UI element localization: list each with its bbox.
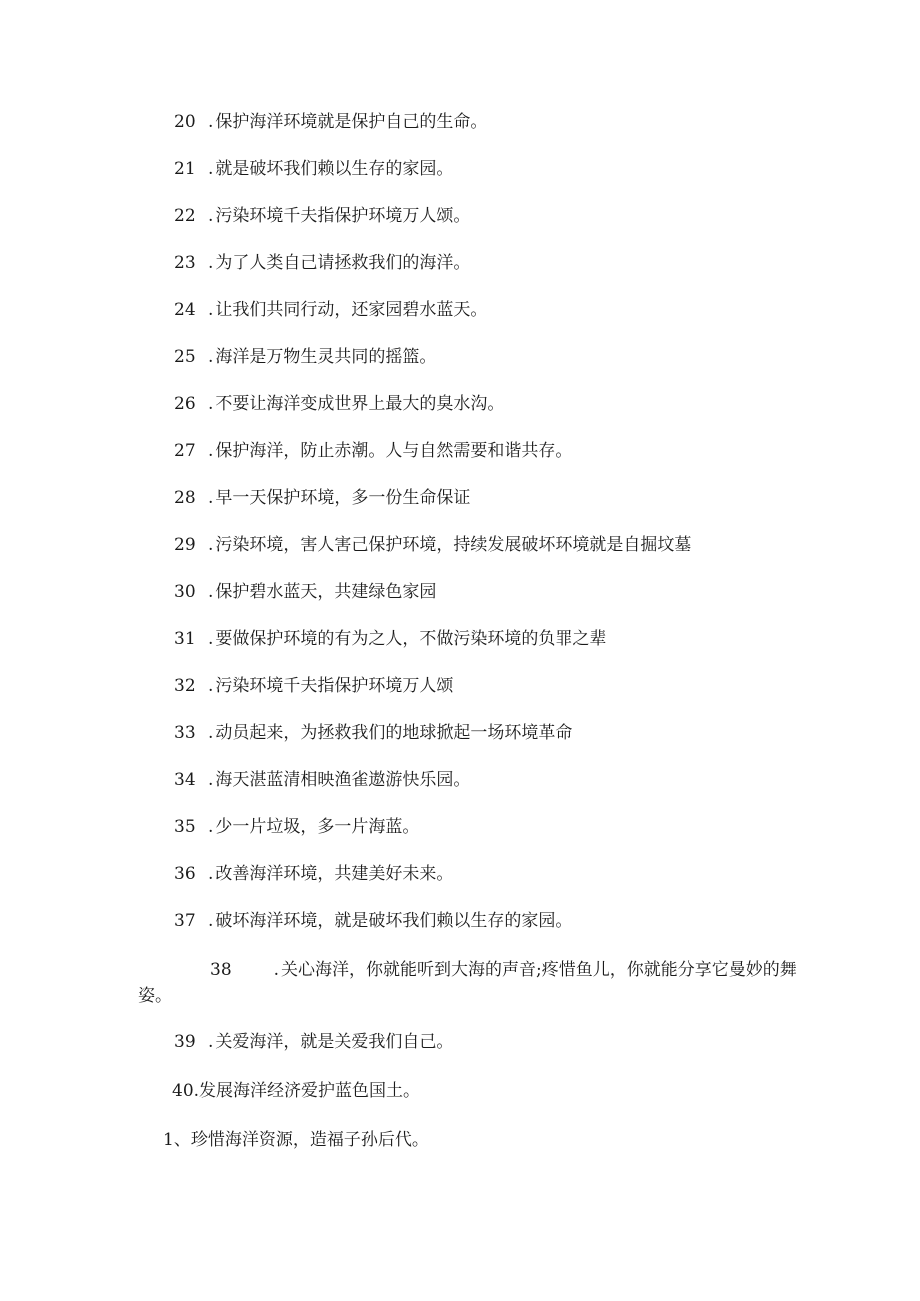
list-item: [174, 391, 794, 417]
item-text: 保护海洋环境就是保护自己的生命。: [215, 112, 488, 132]
item-dot: .: [208, 300, 214, 320]
item-text: 污染环境千夫指保护环境万人颂。: [215, 206, 471, 226]
list-item: [174, 767, 794, 793]
list-item: [174, 814, 794, 840]
item-text: 改善海洋环境，共建美好未来。: [215, 864, 454, 884]
item-text: 保护碧水蓝天，共建绿色家园: [215, 582, 437, 602]
item-dot: .: [208, 535, 214, 555]
item-text: 就是破坏我们赖以生存的家园。: [215, 159, 454, 179]
item-number: 23: [174, 253, 196, 273]
item-dot: .: [273, 960, 280, 980]
item-dot: .: [208, 394, 214, 414]
item-text: 破坏海洋环境，就是破坏我们赖以生存的家园。: [215, 911, 573, 931]
item-text: 海天湛蓝清相映渔雀遨游快乐园。: [215, 770, 471, 790]
list-item: [174, 203, 794, 229]
list-item: [174, 532, 794, 558]
item-dot: .: [208, 441, 214, 461]
list-item: [138, 957, 798, 1009]
item-number: 25: [174, 347, 196, 367]
item-dot: .: [208, 723, 214, 743]
item-text: 不要让海洋变成世界上最大的臭水沟。: [215, 394, 505, 414]
list-item: [174, 156, 794, 182]
item-number: 26: [174, 394, 196, 414]
list-item: [174, 720, 794, 746]
item-dot: .: [208, 488, 214, 508]
item-text: 污染环境，害人害己保护环境，持续发展破坏环境就是自掘坟墓: [215, 535, 692, 555]
item-dot: .: [208, 676, 214, 696]
item-dot: .: [208, 817, 214, 837]
item-dot: .: [208, 347, 214, 367]
list-item: [174, 250, 794, 276]
item-text: 动员起来，为拯救我们的地球掀起一场环境革命: [215, 723, 573, 743]
list-item: [174, 908, 794, 934]
list-item: [174, 579, 794, 605]
item-text: 保护海洋，防止赤潮。人与自然需要和谐共存。: [215, 441, 573, 461]
item-number: 21: [174, 159, 196, 179]
item-text: 让我们共同行动，还家园碧水蓝天。: [215, 300, 488, 320]
item-dot: .: [208, 770, 214, 790]
item-number: 30: [174, 582, 196, 602]
item-number: 39: [174, 1032, 196, 1052]
item-text: 少一片垃圾，多一片海蓝。: [215, 817, 420, 837]
item-number: 36: [174, 864, 196, 884]
item-number: 31: [174, 629, 196, 649]
item-dot: .: [208, 206, 214, 226]
item-dot: .: [208, 1032, 214, 1052]
item-text: 早一天保护环境，多一份生命保证: [215, 488, 471, 508]
item-dot: .: [208, 864, 214, 884]
list-item: [174, 438, 794, 464]
list-item: [163, 1127, 783, 1153]
list-item: [174, 626, 794, 652]
item-dot: .: [208, 629, 214, 649]
list-item: [174, 109, 794, 135]
item-dot: .: [208, 582, 214, 602]
item-number: 20: [174, 112, 196, 132]
item-text: 1、珍惜海洋资源，造福子孙后代。: [163, 1130, 429, 1150]
list-item: [174, 297, 794, 323]
list-item: [174, 344, 794, 370]
item-text: 污染环境千夫指保护环境万人颂: [215, 676, 454, 696]
item-number: 28: [174, 488, 196, 508]
item-dot: .: [208, 911, 214, 931]
list-item: [172, 1078, 792, 1104]
item-text: 要做保护环境的有为之人，不做污染环境的负罪之辈: [215, 629, 607, 649]
item-number: 33: [174, 723, 196, 743]
list-item: [174, 1029, 794, 1055]
item-dot: .: [208, 159, 214, 179]
item-number: 34: [174, 770, 196, 790]
item-number: 22: [174, 206, 196, 226]
item-dot: .: [208, 112, 214, 132]
item-text: 40.发展海洋经济爱护蓝色国土。: [172, 1081, 421, 1101]
list-item: [174, 673, 794, 699]
list-item: [174, 485, 794, 511]
item-text: 关心海洋，你就能听到大海的声音;疼惜鱼儿，你就能分享它曼妙的舞姿。: [138, 960, 797, 1006]
item-number: 38: [210, 960, 232, 980]
item-text: 海洋是万物生灵共同的摇篮。: [215, 347, 437, 367]
item-number: 27: [174, 441, 196, 461]
item-text: 为了人类自己请拯救我们的海洋。: [215, 253, 471, 273]
item-number: 29: [174, 535, 196, 555]
list-item: [174, 861, 794, 887]
item-number: 35: [174, 817, 196, 837]
item-number: 24: [174, 300, 196, 320]
item-text: 关爱海洋，就是关爱我们自己。: [215, 1032, 454, 1052]
item-dot: .: [208, 253, 214, 273]
item-number: 32: [174, 676, 196, 696]
item-number: 37: [174, 911, 196, 931]
